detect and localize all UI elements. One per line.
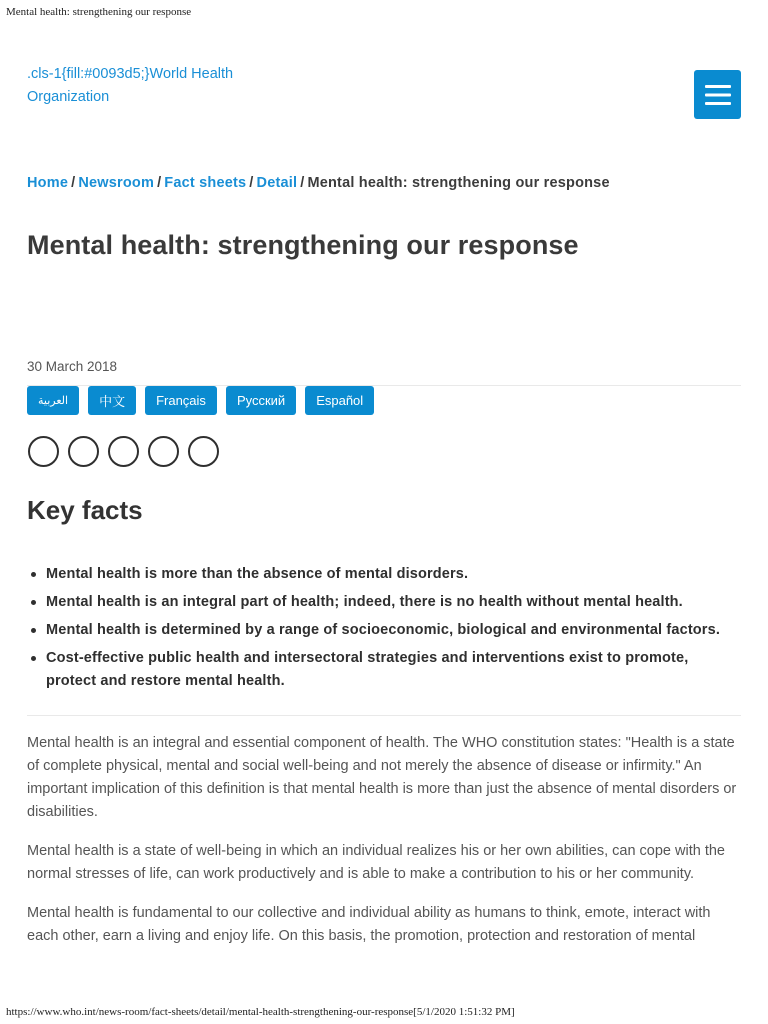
list-item [27,563,741,586]
who-logo[interactable] [27,63,267,109]
breadcrumb-separator: / [71,175,76,191]
language-button-chinese[interactable]: 中文 [88,386,136,415]
list-item [27,647,741,693]
breadcrumb-detail-link[interactable]: Detail [256,175,298,191]
list-item [27,591,741,614]
logo-text-line-2: Organization [27,89,110,105]
bullet-icon [31,656,36,661]
key-fact-text: Mental health is an integral part of health; indeed, there is no health without mental health. [46,594,683,610]
bullet-icon [31,572,36,577]
key-facts-heading: Key facts [27,495,143,525]
language-button-russian[interactable]: Русский [226,386,296,415]
key-fact-text: Mental health is more than the absence of mental disorders. [46,566,469,582]
language-button-spanish[interactable]: Español [305,386,374,415]
article-paragraph: Mental health is a state of well-being in which an individual realizes his or her own abilities, can cope with the normal stresses of life, can work productively and is able to make a contribution to his or her community. [27,843,725,882]
divider [27,715,741,716]
key-fact-text: Cost-effective public health and intersectoral strategies and interventions exist to promote, protect and restore mental health. [46,650,689,689]
article-paragraph: Mental health is an integral and essential component of health. The WHO constitution states: "Health is a state of complete physical, mental and social well-being and not merely the absence of disease or infirmity." An important implication of this definition is that mental health is more than just the absence of mental disorders or disabilities. [27,735,737,820]
page-title: Mental health: strengthening our response [27,230,579,260]
print-footer: https://www.who.int/news-room/fact-sheets/detail/mental-health-strengthening-our-response[5/1/2020 1:51:32 PM] [6,1006,515,1018]
share-circle-icon[interactable] [148,436,179,467]
bullet-icon [31,600,36,605]
breadcrumb-separator: / [157,175,162,191]
key-fact-text: Mental health is determined by a range of socioeconomic, biological and environmental factors. [46,622,720,638]
logo-text-line-1: .cls-1{fill:#0093d5;}World Health [27,66,234,82]
bullet-icon [31,628,36,633]
share-circle-icon[interactable] [188,436,219,467]
share-circle-icon[interactable] [108,436,139,467]
share-circle-icon[interactable] [28,436,59,467]
list-item [27,619,741,642]
menu-button[interactable] [694,70,741,119]
language-button-french[interactable]: Français [145,386,217,415]
hamburger-menu-icon [705,84,731,106]
breadcrumb-fact-sheets-link[interactable]: Fact sheets [164,175,247,191]
publish-date: 30 March 2018 [27,359,118,374]
key-facts-list [27,563,741,698]
article-paragraph: Mental health is fundamental to our collective and individual ability as humans to think, emote, interact with each other, earn a living and enjoy life. On this basis, the promotion, protection and restoration of mental [27,905,711,944]
breadcrumb-home-link[interactable]: Home [27,175,69,191]
share-circle-icon[interactable] [68,436,99,467]
breadcrumb-separator: / [300,175,305,191]
language-button-arabic[interactable]: العربية [27,386,79,415]
language-selector [27,386,374,415]
breadcrumb-current: Mental health: strengthening our response [307,175,610,191]
breadcrumb-newsroom-link[interactable]: Newsroom [78,175,155,191]
breadcrumb [27,175,610,191]
breadcrumb-separator: / [249,175,254,191]
print-header: Mental health: strengthening our response [6,6,192,18]
article-body [27,732,741,964]
share-buttons [28,436,219,467]
